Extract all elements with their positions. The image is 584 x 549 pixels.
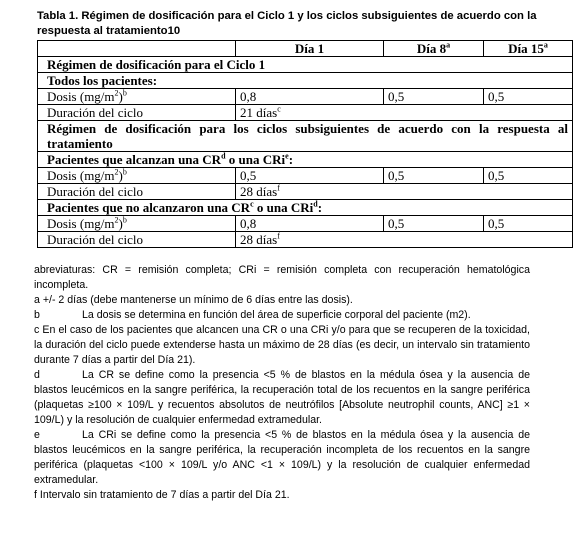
- dose-day15: 0,5: [484, 168, 573, 184]
- footnotes: [34, 263, 530, 503]
- duration-label: Duración del ciclo: [38, 105, 236, 121]
- header-day1: Día 1: [236, 41, 384, 57]
- header-day15: Día 15$^a$: [484, 41, 573, 57]
- footnote-c: c En el caso de los pacientes que alcancen una CR o una CRi y/o para que se recuperen de la toxicidad, la duración del ciclo puede extenderse hasta un máximo de 28 días (es decir, un intervalo sin tratamiento durante 7 días a partir del Día 21).: [34, 324, 530, 366]
- group-no-cr: Pacientes que no alcanzaron una $CR^c$ o una CRi$^d$:: [38, 200, 573, 216]
- header-row: [38, 41, 573, 57]
- group-row: [38, 73, 573, 89]
- footnote-d: d La CR se define como la presencia <5 % de blastos en la médula ósea y la ausencia de blastos leucémicos en la sangre periférica, la recuperación total de los recuentos en la sangre periférica (plaquetas ≥100 × 109/L y recuentos absolutos de neutrófilos [Absolute neutrophil counts, ANC] ≥1 × 109/L) y la resolución de cualquier enfermedad extramedular.: [34, 369, 530, 426]
- table-row: [38, 216, 573, 232]
- table-row: [38, 232, 573, 248]
- table-caption: Tabla 1. Régimen de dosificación para el Ciclo 1 y los ciclos subsiguientes de acuerdo con la respuesta al tratamiento10: [37, 10, 537, 37]
- table-row: [38, 168, 573, 184]
- group-all-patients: Todos los pacientes:: [38, 73, 573, 89]
- dose-day8: 0,5: [384, 216, 484, 232]
- dose-day8: 0,5: [384, 89, 484, 105]
- group-row: [38, 200, 573, 216]
- table-row: [38, 105, 573, 121]
- header-day8: Día 8$^a$: [384, 41, 484, 57]
- footnote-b: b La dosis se determina en función del área de superficie corporal del paciente (m2).: [34, 309, 471, 321]
- dose-label: Dosis $(mg/m^2)^b$: [38, 168, 236, 184]
- section-row: [38, 57, 573, 73]
- section1-title: Régimen de dosificación para el Ciclo 1: [38, 57, 573, 73]
- group-cr-cri: Pacientes que alcanzan una $CR^d$ o una CRi$^e$:: [38, 152, 573, 168]
- dose-day1: 0,8: [236, 216, 384, 232]
- group-row: [38, 152, 573, 168]
- duration-value: 21 días$^c$: [236, 105, 573, 121]
- dose-label: Dosis $(mg/m^2)^b$: [38, 216, 236, 232]
- dosing-table: [37, 40, 573, 248]
- table-row: [38, 184, 573, 200]
- dose-day8: 0,5: [384, 168, 484, 184]
- table-row: [38, 89, 573, 105]
- footnote-e: e La CRi se define como la presencia <5 % de blastos en la médula ósea y la ausencia de blastos leucémicos en la sangre periférica, la recuperación incompleta de los recuentos en la sangre periférica (plaquetas <100 × 109/L y/o ANC <1 × 109/L) y la resolución de cualquier enfermedad extramedular.: [34, 429, 530, 486]
- dose-day15: 0,5: [484, 216, 573, 232]
- footnote-a: a +/- 2 días (debe mantenerse un mínimo de 6 días entre las dosis).: [34, 294, 353, 306]
- dose-day1: 0,5: [236, 168, 384, 184]
- dose-label: Dosis $(mg/m^2)^b$: [38, 89, 236, 105]
- dose-day1: 0,8: [236, 89, 384, 105]
- header-blank: [38, 41, 236, 57]
- footnote-abbreviations: abreviaturas: CR = remisión completa; CRi = remisión completa con recuperación hematológica incompleta.: [34, 264, 530, 291]
- section2-title: Régimen de dosificación para los ciclos subsiguientes de acuerdo con la respuesta al tratamiento: [38, 121, 573, 152]
- duration-label: Duración del ciclo: [38, 232, 236, 248]
- duration-label: Duración del ciclo: [38, 184, 236, 200]
- duration-value: 28 días$^f$: [236, 184, 573, 200]
- section-row: [38, 121, 573, 152]
- dose-day15: 0,5: [484, 89, 573, 105]
- duration-value: 28 días$^f$: [236, 232, 573, 248]
- footnote-f: f Intervalo sin tratamiento de 7 días a partir del Día 21.: [34, 489, 290, 501]
